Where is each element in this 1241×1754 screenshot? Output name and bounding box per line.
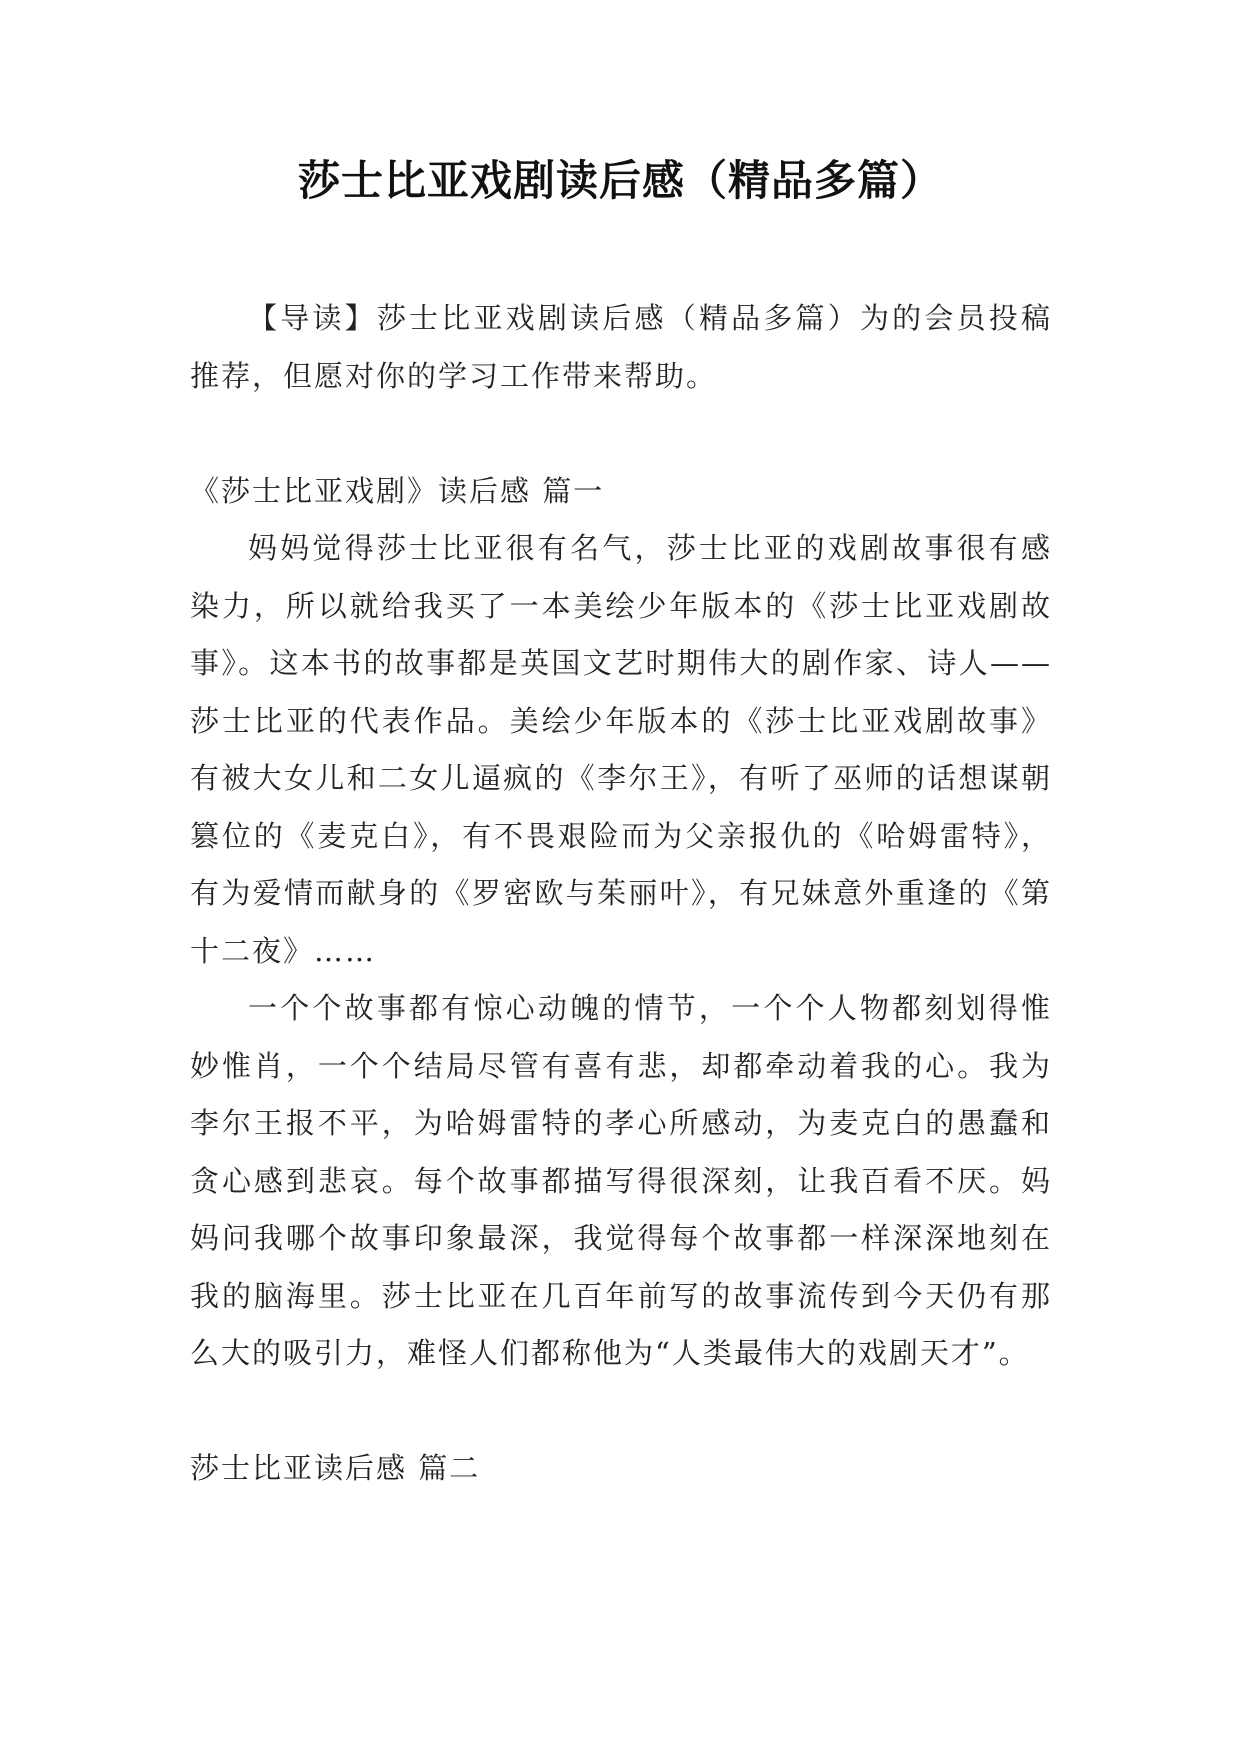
intro-paragraph: 【导读】莎士比亚戏剧读后感（精品多篇）为的会员投稿推荐，但愿对你的学习工作带来帮助。 xyxy=(190,301,1052,393)
section-heading-2: 莎士比亚读后感 篇二 xyxy=(190,1451,481,1485)
body-paragraph-2: 一个个故事都有惊心动魄的情节，一个个人物都刻划得惟妙惟肖，一个个结局尽管有喜有悲，却都牵动着我的心。我为李尔王报不平，为哈姆雷特的孝心所感动，为麦克白的愚蠢和贪心感到悲哀。每个故事都描写得很深刻，让我百看不厌。妈妈问我哪个故事印象最深，我觉得每个故事都一样深深地刻在我的脑海里。莎士比亚在几百年前写的故事流传到今天仍有那么大的吸引力，难怪人们都称他为“人类最伟大的戏剧天才”。 xyxy=(190,991,1052,1370)
page-title: 莎士比亚戏剧读后感（精品多篇） xyxy=(297,156,943,205)
section-heading-1: 《莎士比亚戏剧》读后感 篇一 xyxy=(190,473,605,508)
spacer xyxy=(190,1383,1052,1441)
spacer xyxy=(190,405,1052,463)
body-paragraph-1: 妈妈觉得莎士比亚很有名气，莎士比亚的戏剧故事很有感染力，所以就给我买了一本美绘少年版本的《莎士比亚戏剧故事》。这本书的故事都是英国文艺时期伟大的剧作家、诗人——莎士比亚的代表作品。美绘少年版本的《莎士比亚戏剧故事》有被大女儿和二女儿逼疯的《李尔王》，有听了巫师的话想谋朝篡位的《麦克白》，有不畏艰险而为父亲报仇的《哈姆雷特》，有为爱情而献身的《罗密欧与茱丽叶》，有兄妹意外重逢的《第十二夜》…… xyxy=(190,531,1052,968)
document-body xyxy=(190,290,1052,1498)
